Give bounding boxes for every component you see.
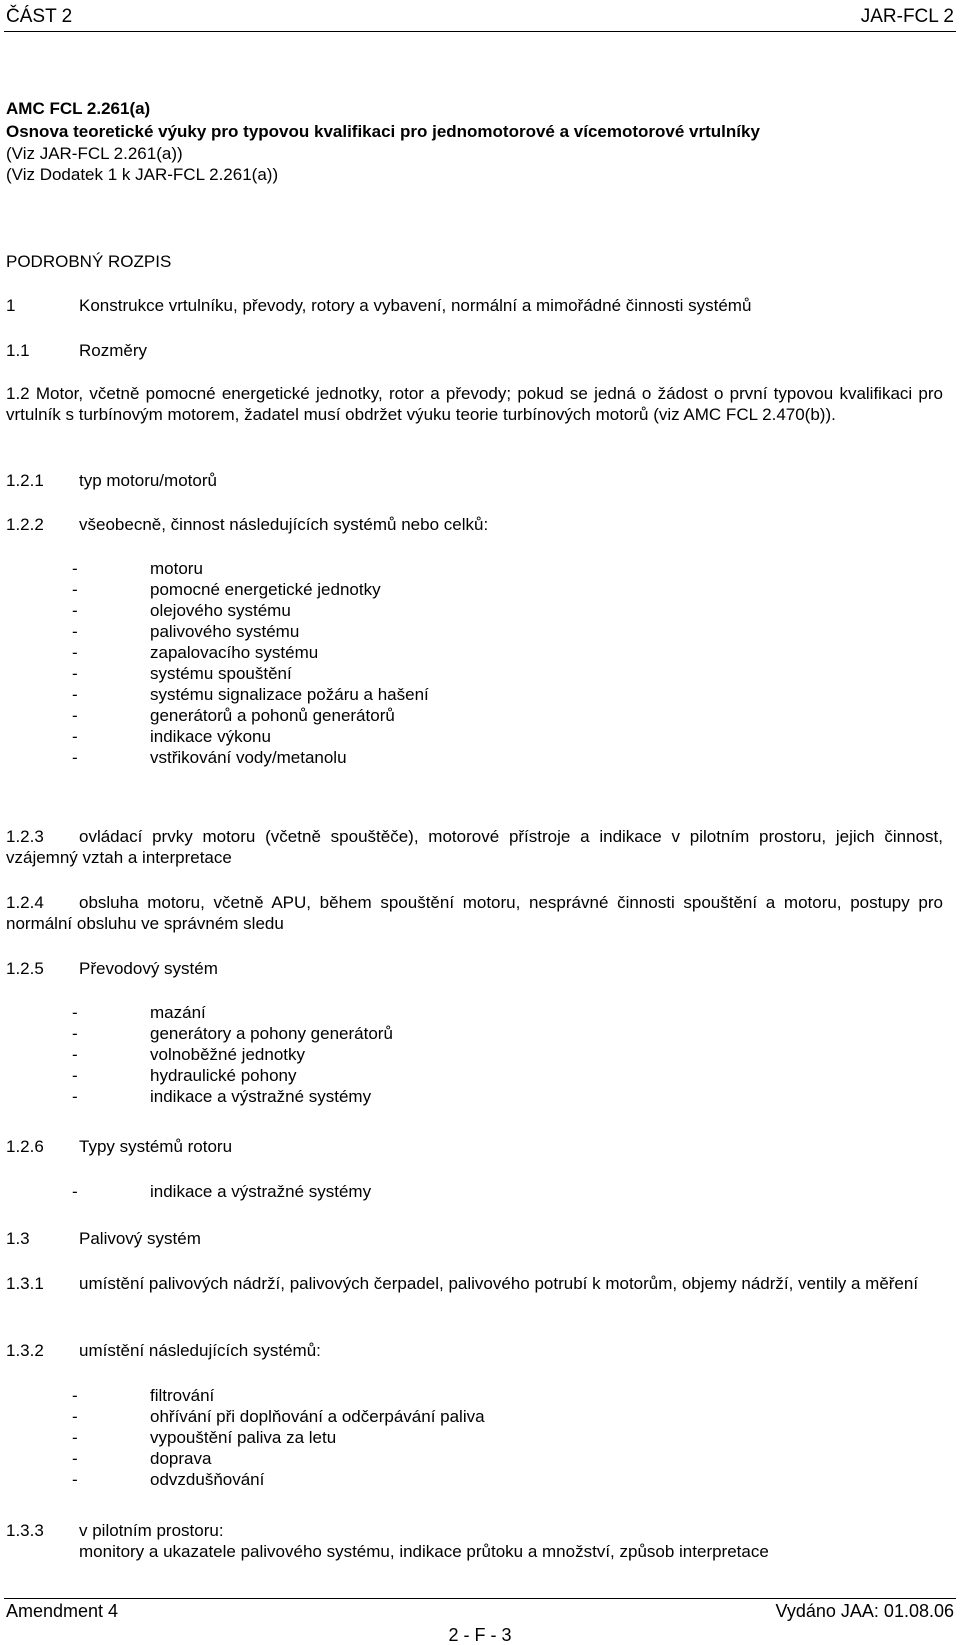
item-1-3 <box>6 1228 943 1249</box>
item-number: 1.3.1 <box>6 1274 44 1293</box>
item-text: Typy systémů rotoru <box>79 1137 233 1156</box>
list-item: - vypouštění paliva za letu <box>72 1428 337 1447</box>
list-item: - systému signalizace požáru a hašení <box>72 685 429 704</box>
list-item: - mazání <box>72 1003 206 1022</box>
item-1-3-1 <box>6 1273 943 1294</box>
list-item: - doprava <box>72 1449 212 1468</box>
item-number: 1.2.3 <box>6 827 44 846</box>
item-1-2-5-list <box>72 1002 393 1107</box>
list-item: - indikace výkonu <box>72 727 271 746</box>
list-item: - generátorů a pohonů generátorů <box>72 706 395 725</box>
item-text: obsluha motoru, včetně APU, během spouštění motoru, nesprávné činnosti spouštění a motoru, postupy pro normální obsluhu ve správném sledu <box>6 893 943 933</box>
item-text: ovládací prvky motoru (včetně spouštěče), motorové přístroje a indikace v pilotním prostoru, jejich činnost, vzájemný vztah a interpretace <box>6 827 943 867</box>
list-item: - pomocné energetické jednotky <box>72 580 381 599</box>
item-text: typ motoru/motorů <box>79 471 217 490</box>
list-item: - indikace a výstražné systémy <box>72 1182 372 1201</box>
item-text: Palivový systém <box>79 1229 201 1248</box>
item-1-2-6-list <box>72 1181 371 1202</box>
item-text: Konstrukce vrtulníku, převody, rotory a vybavení, normální a mimořádné činnosti systémů <box>79 296 752 315</box>
item-1-2-1 <box>6 470 943 491</box>
list-item: - zapalovacího systému <box>72 643 319 662</box>
item-text: Rozměry <box>79 341 148 360</box>
list-item: - vstřikování vody/metanolu <box>72 748 347 767</box>
amc-code: AMC FCL 2.261(a) <box>6 99 151 118</box>
page-header <box>6 6 954 28</box>
section-heading: PODROBNÝ ROZPIS <box>6 252 172 271</box>
header-regulation: JAR-FCL 2 <box>860 6 954 27</box>
item-1-2-2 <box>6 514 943 535</box>
amc-reference-2: (Viz Dodatek 1 k JAR-FCL 2.261(a)) <box>6 165 279 184</box>
amc-title: Osnova teoretické výuky pro typovou kvalifikaci pro jednomotorové a vícemotorové vrtulníky <box>6 122 760 141</box>
list-item: - volnoběžné jednotky <box>72 1045 306 1064</box>
footer-amendment: Amendment 4 <box>6 1601 119 1621</box>
list-item: - motoru <box>72 559 203 578</box>
item-text: umístění následujících systémů: <box>79 1341 321 1360</box>
list-item: - generátory a pohony generátorů <box>72 1024 393 1043</box>
list-item: - odvzdušňování <box>72 1470 265 1489</box>
header-rule <box>4 31 956 32</box>
item-number: 1.3 <box>6 1229 30 1248</box>
item-number: 1.2.5 <box>6 959 44 978</box>
list-item: - hydraulické pohony <box>72 1066 297 1085</box>
footer-rule <box>4 1598 956 1599</box>
item-text: Převodový systém <box>79 959 218 978</box>
item-number: 1.3.3 <box>6 1521 44 1540</box>
item-number: 1.1 <box>6 341 30 360</box>
item-1-2-paragraph: 1.2 Motor, včetně pomocné energetické jednotky, rotor a převody; pokud se jedná o žádost o první typovou kvalifikaci pro vrtulník s turbínovým motorem, žadatel musí obdržet výuku teorie turbínových motorů (viz AMC FCL 2.470(b)). <box>6 384 943 424</box>
footer-issue-date: Vydáno JAA: 01.08.06 <box>775 1601 954 1621</box>
item-number: 1.2.4 <box>6 893 44 912</box>
item-1-1 <box>6 340 943 361</box>
item-1 <box>6 295 943 316</box>
item-text: monitory a ukazatele palivového systému, indikace průtoku a množství, způsob interpretace <box>79 1542 769 1561</box>
item-1-2-5 <box>6 958 943 979</box>
list-item: - olejového systému <box>72 601 291 620</box>
amc-reference-1: (Viz JAR-FCL 2.261(a)) <box>6 144 183 163</box>
item-1-3-3-detail <box>6 1541 943 1562</box>
item-number: 1.2.2 <box>6 515 44 534</box>
item-number: 1 <box>6 296 16 315</box>
item-number: 1.3.2 <box>6 1341 44 1360</box>
page-footer <box>6 1601 954 1622</box>
item-1-3-2-list <box>72 1385 485 1490</box>
item-1-2-2-list <box>72 558 429 768</box>
item-1-2-4 <box>6 892 943 934</box>
page-number: 2 - F - 3 <box>448 1625 512 1645</box>
item-1-2-6 <box>6 1136 943 1157</box>
item-number: 1.2.1 <box>6 471 44 490</box>
item-text: všeobecně, činnost následujících systémů nebo celků: <box>79 515 489 534</box>
list-item: - ohřívání při doplňování a odčerpávání paliva <box>72 1407 485 1426</box>
item-text: v pilotním prostoru: <box>79 1521 224 1540</box>
list-item: - indikace a výstražné systémy <box>72 1087 372 1106</box>
list-item: - palivového systému <box>72 622 300 641</box>
header-part: ČÁST 2 <box>6 6 73 27</box>
item-number: 1.2.6 <box>6 1137 44 1156</box>
list-item: - filtrování <box>72 1386 215 1405</box>
item-1-3-2 <box>6 1340 943 1361</box>
item-text: umístění palivových nádrží, palivových čerpadel, palivového potrubí k motorům, objemy nádrží, ventily a měření <box>79 1274 919 1293</box>
item-1-2-3 <box>6 826 943 868</box>
item-1-3-3 <box>6 1520 943 1541</box>
list-item: - systému spouštění <box>72 664 292 683</box>
